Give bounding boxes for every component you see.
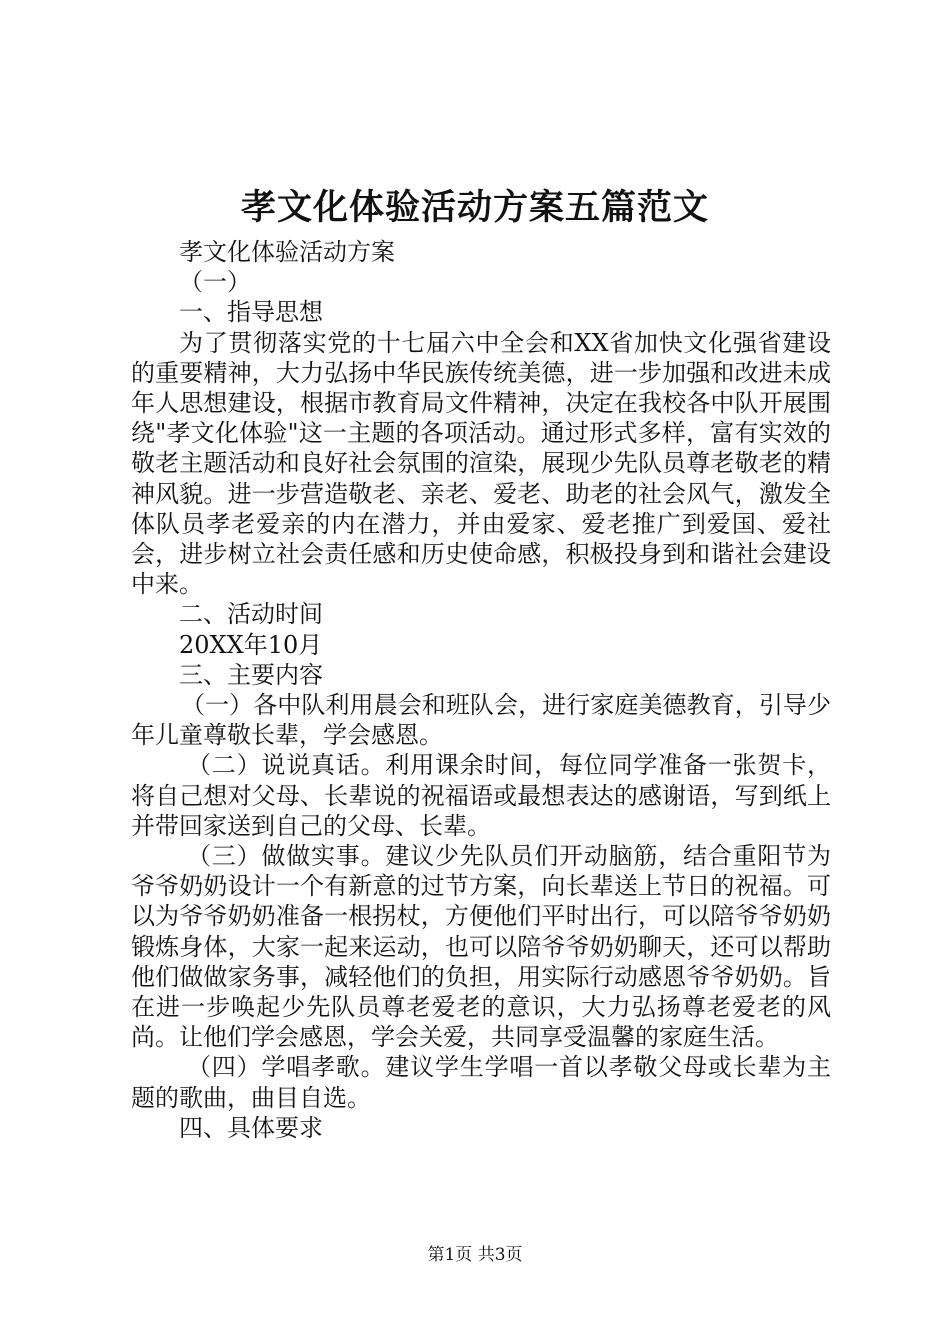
heading-activity-time: 二、活动时间	[179, 600, 323, 629]
heading-guiding-thought: 一、指导思想	[179, 298, 323, 327]
paragraph-content-3: （三）做做实事。建议少先队员们开动脑筋，结合重阳节为爷爷奶奶设计一个有新意的过节方案，向长辈送上节日的祝福。可以为爷爷奶奶准备一根拐杖，方便他们平时出行，可以陪爷爷奶奶锻炼身体，大家一起来运动，也可以陪爷爷奶奶聊天，还可以帮助他们做做家务事，减轻他们的负担，用实际行动感恩爷爷奶奶。旨在进一步唤起少先队员尊老爱老的意识，大力弘扬尊老爱老的风尚。让他们学会感恩，学会关爱，共同享受温馨的家庭生活。	[131, 842, 831, 1052]
paragraph-content-2: （二）说说真话。利用课余时间，每位同学准备一张贺卡，将自己想对父母、长辈说的祝福语或最想表达的感谢语，写到纸上并带回家送到自己的父母、长辈。	[131, 751, 831, 840]
document-title: 孝文化体验活动方案五篇范文	[240, 187, 709, 228]
paragraph-activity-time: 20XX年10月	[179, 630, 323, 659]
heading-main-content: 三、主要内容	[179, 660, 323, 689]
subtitle-paragraph: 孝文化体验活动方案	[179, 238, 395, 266]
paragraph-content-1: （一）各中队利用晨会和班队会，进行家庭美德教育，引导少年儿童尊敬长辈，学会感恩。	[131, 691, 831, 750]
paragraph-content-4: （四）学唱孝歌。建议学生学唱一首以孝敬父母或长辈为主题的歌曲，曲目自选。	[131, 1053, 831, 1112]
section-number-paragraph: （一）	[179, 268, 251, 297]
heading-requirements: 四、具体要求	[179, 1113, 323, 1142]
page-footer: 第1页 共3页	[427, 1245, 523, 1265]
document-body	[131, 237, 831, 1143]
paragraph-guiding-thought: 为了贯彻落实党的十七届六中全会和XX省加快文化强省建设的重要精神，大力弘扬中华民族传统美德，进一步加强和改进未成年人思想建设，根据市教育局文件精神，决定在我校各中队开展围绕"孝文化体验"这一主题的各项活动。通过形式多样，富有实效的敬老主题活动和良好社会氛围的渲染，展现少先队员尊老敬老的精神风貌。进一步营造敬老、亲老、爱老、助老的社会风气，激发全体队员孝老爱亲的内在潜力，并由爱家、爱老推广到爱国、爱社会，进步树立社会责任感和历史使命感，积极投身到和谐社会建设中来。	[131, 328, 831, 599]
